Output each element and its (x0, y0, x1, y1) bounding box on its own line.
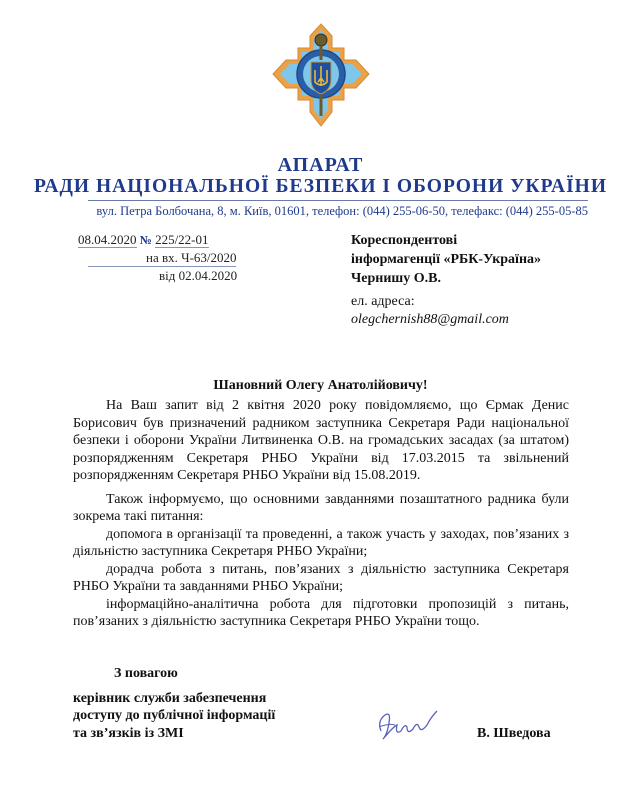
letterhead-divider (88, 200, 588, 201)
signature-row (73, 690, 641, 743)
letterhead-emblem (266, 2, 376, 152)
nsdc-emblem-icon (266, 2, 376, 152)
body-paragraph: інформаційно-аналітична робота для підготовки пропозицій з питань, пов’язаних з діяльністю заступника Секретаря РНБО України тощо. (73, 596, 569, 629)
closing: З повагою (114, 665, 178, 681)
incoming-registration (78, 249, 351, 266)
incoming-label: на вх. (146, 250, 178, 265)
registration-block (0, 231, 351, 329)
letter-body (73, 397, 569, 631)
from-label: від (159, 268, 176, 283)
email-label: ел. адреса: (351, 294, 415, 309)
incoming-date: 02.04.2020 (178, 268, 238, 283)
signer-name: В. Шведова (477, 725, 551, 741)
recipient-line: інформагенції «РБК-Україна» (351, 252, 542, 267)
outgoing-registration (78, 231, 351, 249)
body-paragraph: На Ваш запит від 2 квітня 2020 року повідомляємо, що Єрмак Денис Борисович був призначений радником заступника Секретаря Ради національної безпеки і оборони України Литвиненка О.В. на громадських засадах (за штатом) розпорядженням Секретаря РНБО України від 17.03.2015 та звільнений розпорядженням Секретаря РНБО України від 15.08.2019. (73, 398, 569, 483)
org-address: вул. Петра Болбочана, 8, м. Київ, 01601, телефон: (044) 255-06-50, телефакс: (044) 255-05-85 (96, 204, 588, 218)
incoming-number: Ч-63/2020 (181, 250, 237, 265)
number-sign: № (139, 233, 152, 247)
org-subtitle: РАДИ НАЦІОНАЛЬНОЇ БЕЗПЕКИ І ОБОРОНИ УКРАЇНИ (34, 176, 607, 197)
outgoing-date: 08.04.2020 (78, 232, 137, 247)
signature-icon (375, 701, 445, 746)
outgoing-number: 225/22-01 (155, 232, 209, 247)
recipient-line: Кореспондентові (351, 233, 458, 248)
recipient-column (351, 231, 541, 329)
signer-title (73, 690, 375, 743)
incoming-date-row (78, 267, 351, 284)
greeting: Шановний Олегу Анатолійовичу! (213, 378, 428, 393)
body-paragraph: допомога в організації та проведенні, а також участь у заходах, пов’язаних з діяльністю заступника Секретаря РНБО України; (73, 526, 569, 559)
body-paragraph: Також інформуємо, що основними завданнями позаштатного радника були зокрема такі питання: (73, 491, 569, 524)
letter-header-row (0, 231, 641, 329)
recipient-line: Чернишу О.В. (351, 271, 441, 286)
signer-title-line: керівник служби забезпечення (73, 690, 267, 706)
signer-title-line: та зв’язків із ЗМІ (73, 725, 184, 741)
recipient-email: olegchernish88@gmail.com (351, 312, 509, 327)
org-title: АПАРАТ (277, 154, 364, 176)
recipient-block (351, 231, 541, 288)
signer-title-line: доступу до публічної інформації (73, 708, 276, 723)
body-paragraph: дорадча робота з питань, пов’язаних з діяльністю заступника Секретаря РНБО України та завданнями РНБО України; (73, 561, 569, 594)
